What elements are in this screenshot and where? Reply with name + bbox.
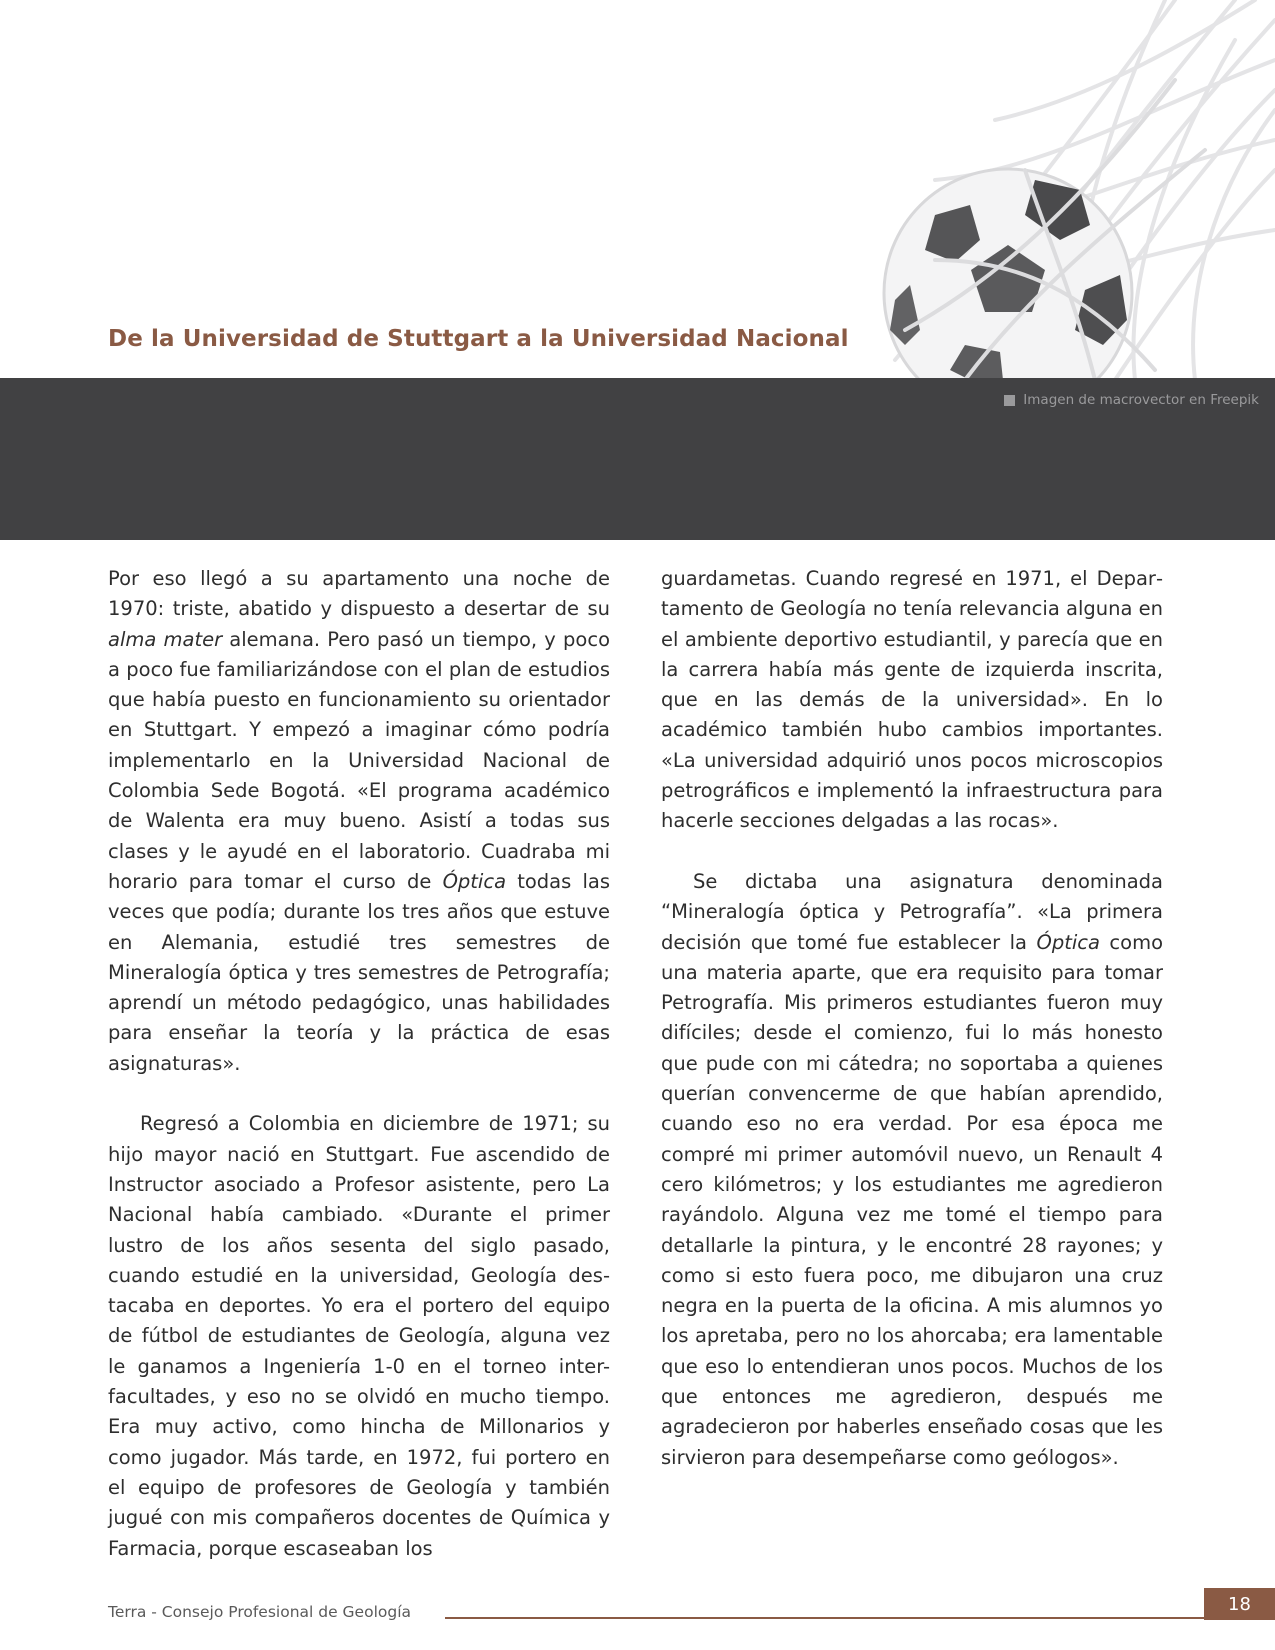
text-run: alemana. Pero pasó un tiempo, y poco a poco fue familiarizándose con el plan de estudios que había puesto en funcionamiento su orientador en Stuttgart. Y empezó a imaginar cómo podría implementarlo en la Universidad Nacional de Colombia Sede Bogotá. «El programa académico de Walenta era muy bueno. Asistí a todas sus clases y le ayudé en el laboratorio. Cuadraba mi horario para tomar el curso de: [108, 627, 610, 893]
text-run: Por eso llegó a su apartamento una noche de 1970: triste, abatido y dispuesto a desertar de su: [108, 567, 610, 621]
soccer-ball-net-illustration: [875, 0, 1275, 380]
paragraph: [661, 867, 1163, 1473]
section-title: De la Universidad de Stuttgart a la Universidad Nacional: [108, 326, 849, 352]
footer-divider: [445, 1617, 1205, 1619]
footer-publication: Terra - Consejo Profesional de Geología: [108, 1603, 412, 1621]
header-area: [0, 0, 1275, 378]
page-number: 18: [1204, 1588, 1275, 1620]
paragraph: [108, 564, 610, 1079]
image-credit-text: Imagen de macrovector en Freepik: [1023, 392, 1259, 408]
text-run: Se dictaba una asignatura denominada “Mineralogía óptica y Petrografía”. «La primera decisión que tomé fue establecer la: [661, 869, 1163, 954]
italic-text-run: Óptica: [1036, 930, 1100, 954]
italic-text-run: alma mater: [108, 627, 223, 651]
text-run: todas las veces que podía; durante los tres años que estuve en Alemania, estudié tres semestres de Mineralogía óptica y tres semestres de Petrografía; aprendí un método pedagógico, unas habilidades para enseñar la teoría y la práctica de esas asignaturas».: [108, 869, 610, 1075]
right-column: [661, 564, 1163, 1473]
credit-square-icon: [1004, 395, 1015, 406]
paragraph: guardametas. Cuando regresé en 1971, el Departamento de Geología no tenía relevancia alguna en el ambiente deportivo estudiantil, y parecía que en la carrera había más gente de izquierda inscrita, que en las demás de la universidad». En lo académico también hubo cambios importantes. «La universidad adquirió unos pocos microscopios petrográficos e implementó la infraestructura para hacerle secciones delgadas a las rocas».: [661, 567, 1163, 833]
paragraph: Regresó a Colombia en diciembre de 1971; su hijo mayor nació en Stuttgart. Fue ascendido de Instructor asociado a Profesor asistente, pero La Nacional había cambiado. «Durante el primer lustro de los años sesenta del siglo pasado, cuando estudié en la universidad, Geología destacaba en deportes. Yo era el portero del equipo de fútbol de estudiantes de Geología, alguna vez le ganamos a Ingeniería 1-0 en el torneo inter-facultades, y eso no se olvidó en mucho tiempo. Era muy activo, como hincha de Millonarios y como jugador. Más tarde, en 1972, fui portero en el equipo de profesores de Geología y también jugué con mis compañeros docentes de Química y Farmacia, porque escaseaban los: [108, 1112, 610, 1560]
italic-text-run: Óptica: [442, 869, 507, 893]
image-credit: [1004, 392, 1259, 408]
text-run: como una materia aparte, que era requisito para tomar Petrografía. Mis primeros estudiantes fueron muy difíciles; desde el comienzo, fui lo más honesto que pude con mi cátedra; no soportaba a quienes querían convencerme de que habían aprendido, cuando eso no era verdad. Por esa época me compré mi primer automóvil nuevo, un Renault 4 cero kilómetros; y los estudiantes me agredieron rayándolo. Alguna vez me tomé el tiempo para detallarle la pintura, y le encontré 28 rayones; y como si esto fuera poco, me dibujaron una cruz negra en la puerta de la oficina. A mis alumnos yo los apretaba, pero no los ahorcaba; era lamentable que eso lo entendieran unos pocos. Muchos de los que entonces me agredieron, después me agradecieron por haberles enseñado cosas que les sirvieron para desempeñarse como geólogos».: [661, 930, 1163, 1469]
left-column: [108, 564, 610, 1564]
